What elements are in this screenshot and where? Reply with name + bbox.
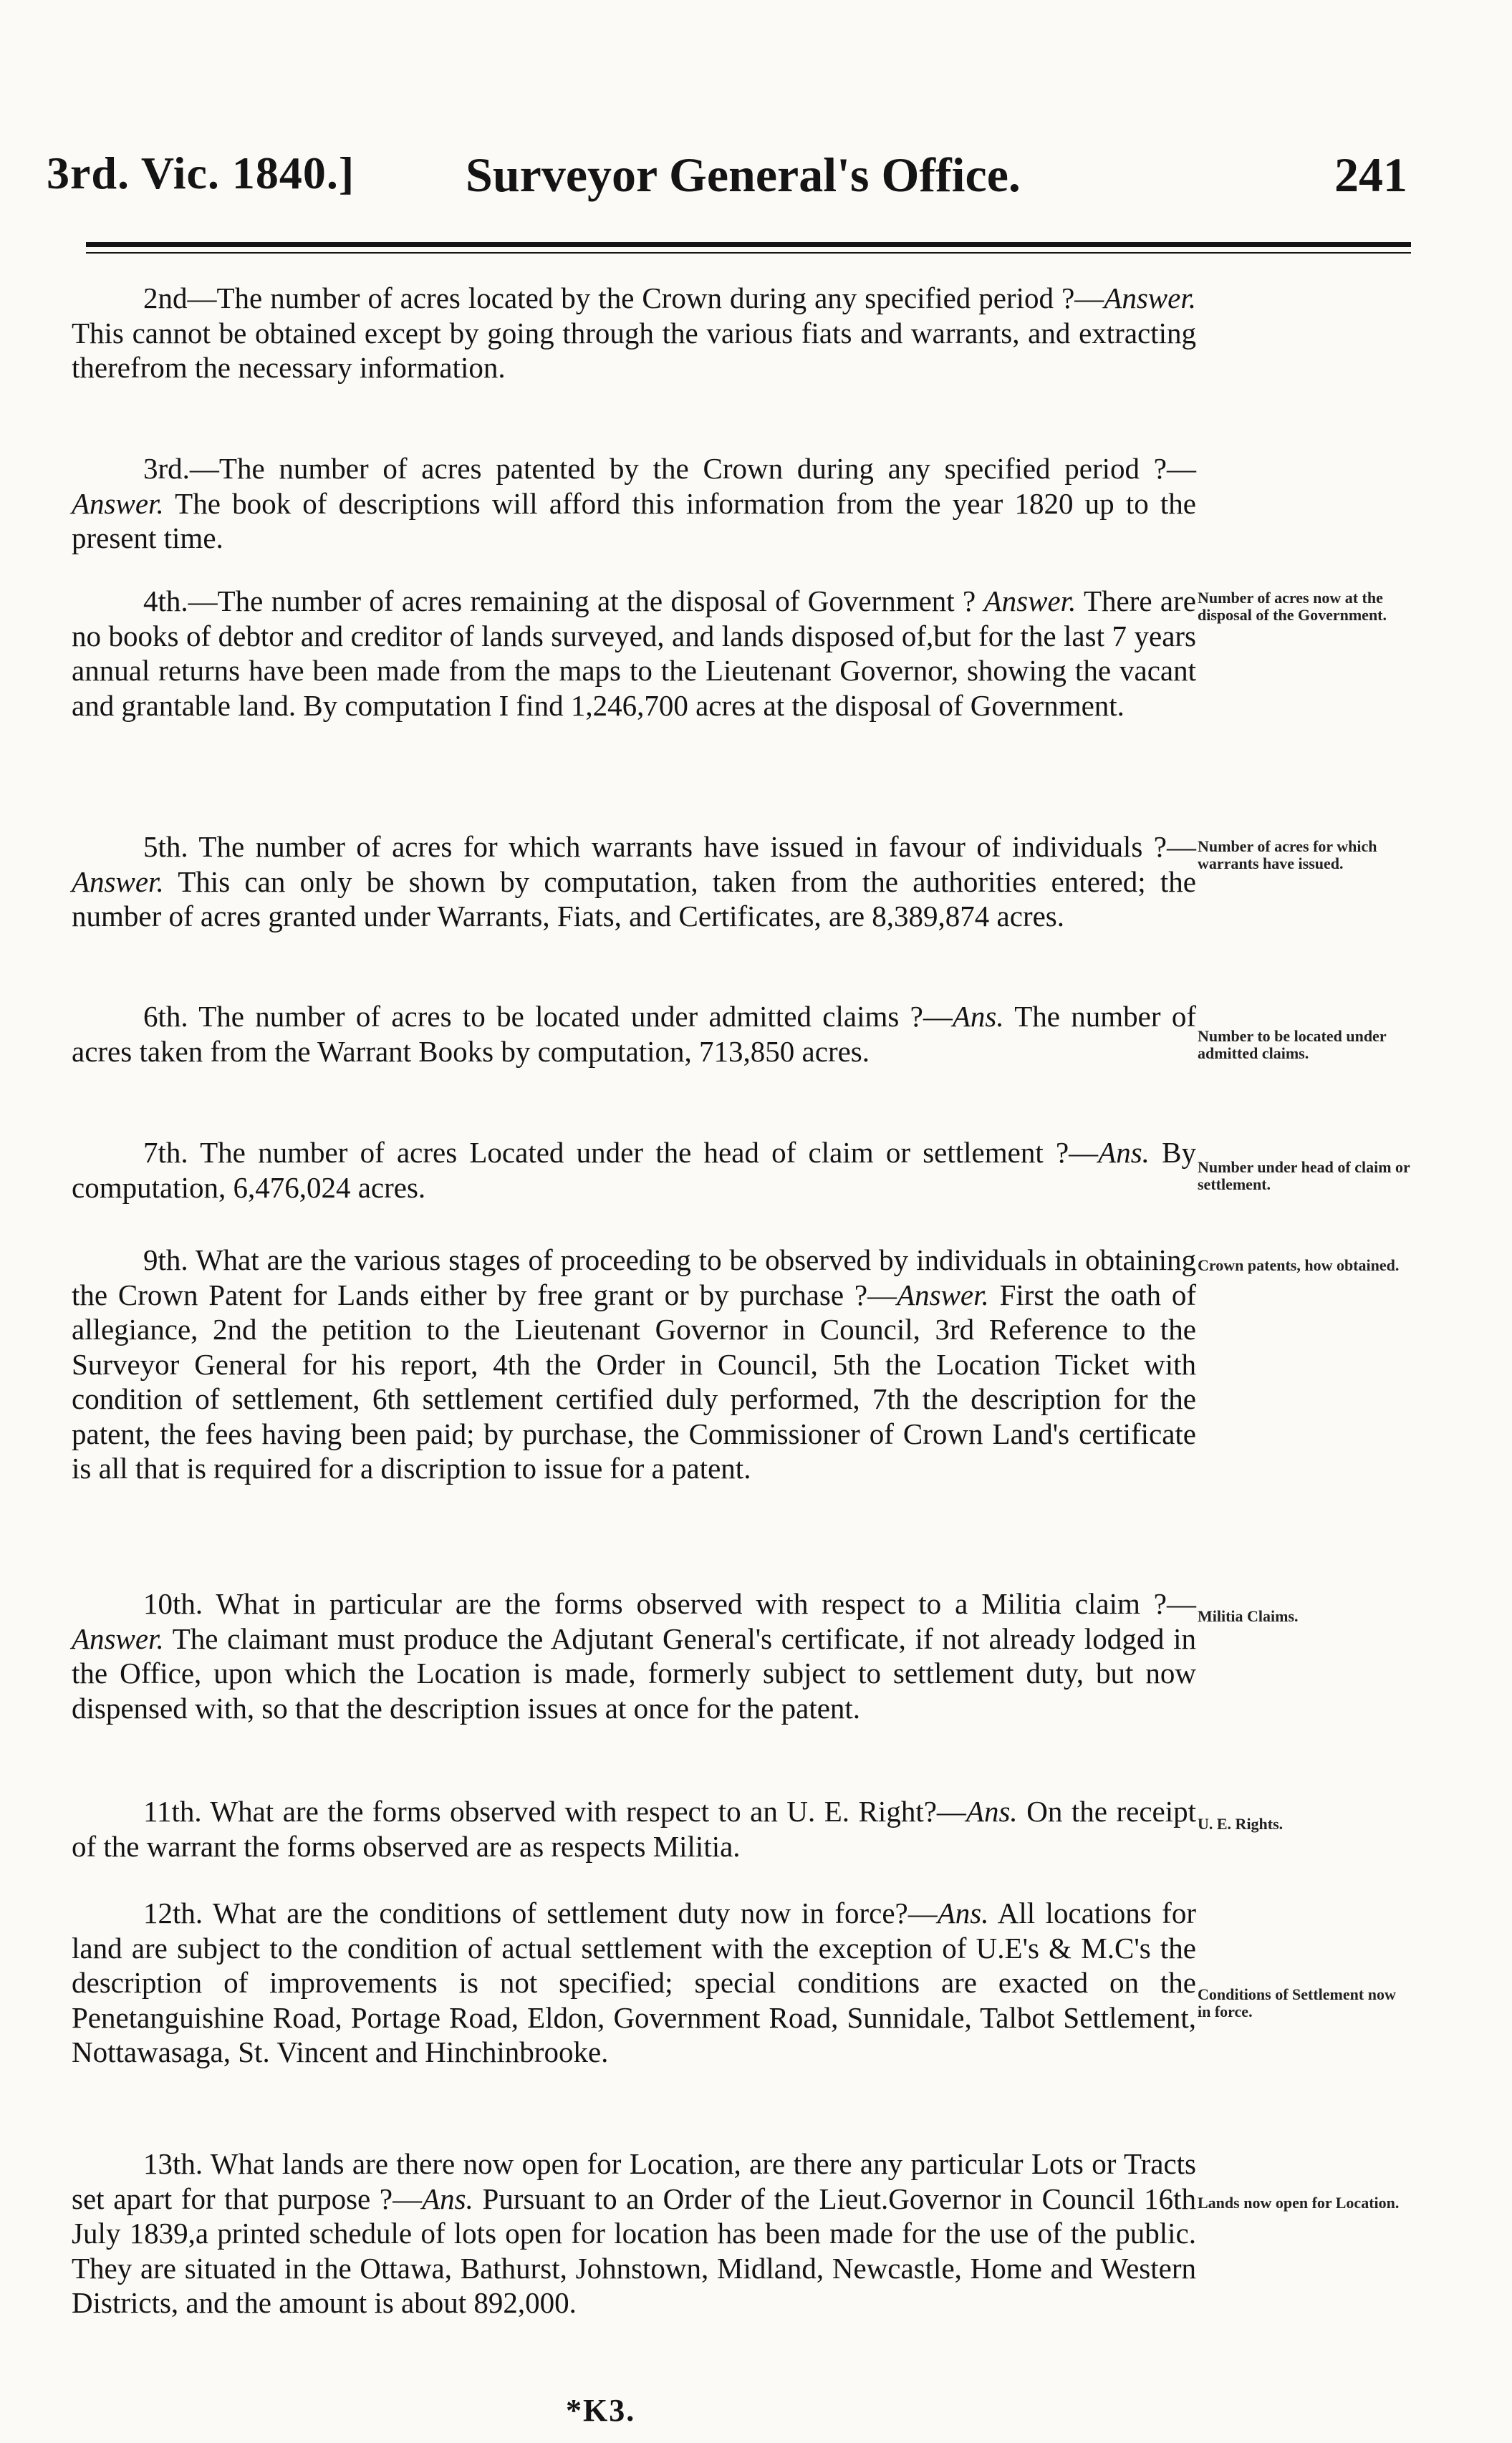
paragraph-3rd: 3rd.—The number of acres patented by the Crown during any specified period ?—Answer. The book of descriptions will afford this information from the year 1820 up to the present time.	[72, 452, 1196, 554]
paragraph-11th: 11th. What are the forms observed with respect to an U. E. Right?—Ans. On the receipt of the warrant the forms observed are as respects Militia.	[72, 1795, 1196, 1863]
paragraph-7th: 7th. The number of acres Located under the head of claim or settlement ?—Ans. By computation, 6,476,024 acres.	[72, 1136, 1196, 1204]
margin-note-ue-rights: U. E. Rights.	[1198, 1815, 1284, 1833]
paragraph-9th: 9th. What are the various stages of proceeding to be observed by individuals in obtaining the Crown Patent for Lands either by free grant or by purchase ?—Answer. First the oath of allegiance, 2nd the petition to the Lieutenant Governor in Council, 3rd Reference to the Surveyor General for his report, 4th the Order in Council, 5th the Location Ticket with condition of settlement, 6th settlement certified duly performed, 7th the description for the patent, the fees having been paid; by purchase, the Commissioner of Crown Land's certificate is all that is required for a discription to issue for a patent.	[72, 1243, 1196, 1485]
paragraph-5th: 5th. The number of acres for which warrants have issued in favour of individuals ?—Answer. This can only be shown by computation, taken from the authorities entered; the number of acres granted under Warrants, Fiats, and Certificates, are 8,389,874 acres.	[72, 830, 1196, 933]
signature-mark: *K3.	[566, 2393, 636, 2428]
paragraph-10th: 10th. What in particular are the forms observed with respect to a Militia claim ?—Answer. The claimant must produce the Adjutant General's certificate, if not already lodged in the Office, upon which the Location is made, formerly subject to settlement duty, but now dispensed with, so that the description issues at once for the patent.	[72, 1587, 1196, 1725]
paragraph-12th: 12th. What are the conditions of settlement duty now in force?—Ans. All locations for land are subject to the condition of actual settlement with the exception of U.E's & M.C's the description of improvements is not specified; special conditions are exacted on the Penetanguishine Road, Portage Road, Eldon, Government Road, Sunnidale, Talbot Settlement, Nottawasaga, St. Vincent and Hinchinbrooke.	[72, 1897, 1196, 2068]
margin-note-crown-patents: Crown patents, how obtained.	[1198, 1256, 1400, 1274]
paragraph-6th: 6th. The number of acres to be located under admitted claims ?—Ans. The number of acres taken from the Warrant Books by computation, 713,850 acres.	[72, 1000, 1196, 1068]
paragraph-2nd: 2nd—The number of acres located by the Crown during any specified period ?—Answer. This cannot be obtained except by going through the various fiats and warrants, and extracting therefrom the necessary information.	[72, 281, 1196, 384]
header-rule-thin	[86, 252, 1411, 254]
margin-note-settlement-conditions: Conditions of Settlement now in force.	[1198, 1985, 1396, 2020]
margin-note-lands-open: Lands now open for Location.	[1198, 2194, 1400, 2212]
header-session: 3rd. Vic. 1840.]	[47, 148, 355, 198]
header-title: Surveyor General's Office.	[466, 148, 1021, 202]
margin-note-disposal: Number of acres now at the disposal of the Government.	[1198, 589, 1387, 624]
paragraph-13th: 13th. What lands are there now open for Location, are there any particular Lots or Tracts set apart for that purpose ?—Ans. Pursuant to an Order of the Lieut.Governor in Council 16th July 1839,a printed schedule of lots open for location has been made for the use of the public. They are situated in the Ottawa, Bathurst, Johnstown, Midland, Newcastle, Home and Western Districts, and the amount is about 892,000.	[72, 2147, 1196, 2319]
margin-note-claim-settlement: Number under head of claim or settlement.	[1198, 1158, 1410, 1193]
running-header	[47, 147, 1407, 218]
margin-note-admitted-claims: Number to be located under admitted claims.	[1198, 1027, 1387, 1062]
paragraph-4th: 4th.—The number of acres remaining at the disposal of Government ? Answer. There are no books of debtor and creditor of lands surveyed, and lands disposed of,but for the last 7 years annual returns have been made from the maps to the Lieutenant Governor, showing the vacant and grantable land. By computation I find 1,246,700 acres at the disposal of Government.	[72, 584, 1196, 722]
header-rule-thick	[86, 242, 1411, 247]
margin-note-militia: Militia Claims.	[1198, 1607, 1299, 1625]
margin-note-warrants: Number of acres for which warrants have issued.	[1198, 837, 1377, 872]
page-number: 241	[1334, 148, 1407, 202]
